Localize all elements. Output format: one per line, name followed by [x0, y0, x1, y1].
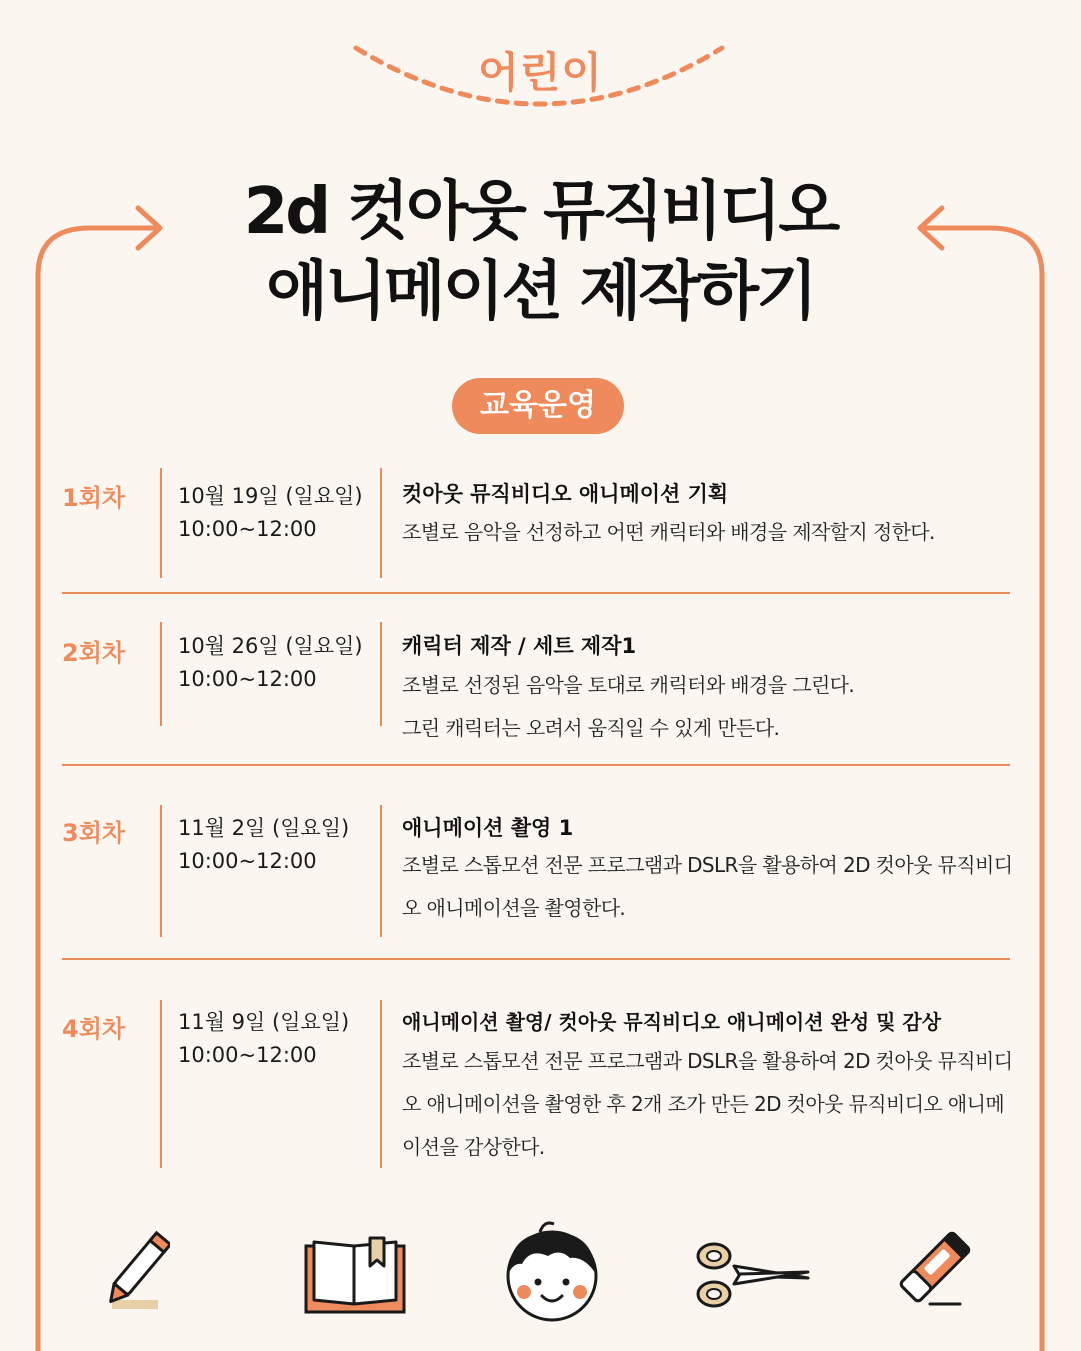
session-title: 애니메이션 촬영/ 컷아웃 뮤직비디오 애니메이션 완성 및 감상 [402, 1010, 942, 1034]
row-divider [62, 764, 1010, 766]
column-divider [380, 468, 382, 578]
left-curved-arrow-line [38, 228, 158, 1351]
session-title: 컷아웃 뮤직비디오 애니메이션 기획 [402, 482, 729, 506]
column-divider [380, 622, 382, 726]
session-date: 10월 19일 (일요일) [178, 484, 363, 508]
session-time: 10:00~12:00 [178, 849, 317, 873]
column-divider [160, 468, 162, 578]
page-title [0, 172, 1081, 332]
session-date: 11월 2일 (일요일) [178, 816, 350, 840]
right-curved-arrow-line [922, 228, 1042, 1351]
column-divider [380, 1000, 382, 1168]
scissors-icon [694, 1240, 812, 1310]
child-face-icon [500, 1218, 604, 1322]
row-divider [62, 592, 1010, 594]
session-description: 조별로 음악을 선정하고 어떤 캐릭터와 배경을 제작할지 정한다. [402, 520, 935, 544]
column-divider [160, 622, 162, 726]
title-line-2: 애니메이션 제작하기 [266, 255, 815, 329]
session-time: 10:00~12:00 [178, 667, 317, 691]
session-date: 10월 26일 (일요일) [178, 634, 363, 658]
session-description: 조별로 스톱모션 전문 프로그램과 DSLR을 활용하여 2D 컷아웃 뮤직비디오 애니메이션을 촬영한 후 2개 조가 만든 2D 컷아웃 뮤직비디오 애니메이션을 감상한다. [402, 1049, 1013, 1159]
eraser-icon [890, 1222, 980, 1312]
column-divider [160, 805, 162, 937]
pencil-icon [100, 1226, 170, 1316]
session-label: 4회차 [62, 1015, 126, 1043]
row-divider [62, 958, 1010, 960]
session-date: 11월 9일 (일요일) [178, 1010, 350, 1034]
column-divider [160, 1000, 162, 1168]
session-description: 조별로 스톱모션 전문 프로그램과 DSLR을 활용하여 2D 컷아웃 뮤직비디오 애니메이션을 촬영한다. [402, 853, 1013, 920]
session-title: 애니메이션 촬영 1 [402, 816, 574, 840]
session-time: 10:00~12:00 [178, 1043, 317, 1067]
session-title: 캐릭터 제작 / 세트 제작1 [402, 634, 637, 658]
section-pill: 교육운영 [452, 378, 624, 434]
session-label: 3회차 [62, 819, 126, 847]
column-divider [380, 805, 382, 937]
session-time: 10:00~12:00 [178, 517, 317, 541]
title-line-1: 2d 컷아웃 뮤직비디오 [243, 175, 838, 249]
session-label: 2회차 [62, 639, 126, 667]
audience-badge: 어린이 [478, 48, 603, 97]
session-description: 조별로 선정된 음악을 토대로 캐릭터와 배경을 그린다. 그린 캐릭터는 오려서 움직일 수 있게 만든다. [402, 673, 855, 740]
book-icon [304, 1236, 406, 1316]
session-label: 1회차 [62, 484, 126, 512]
